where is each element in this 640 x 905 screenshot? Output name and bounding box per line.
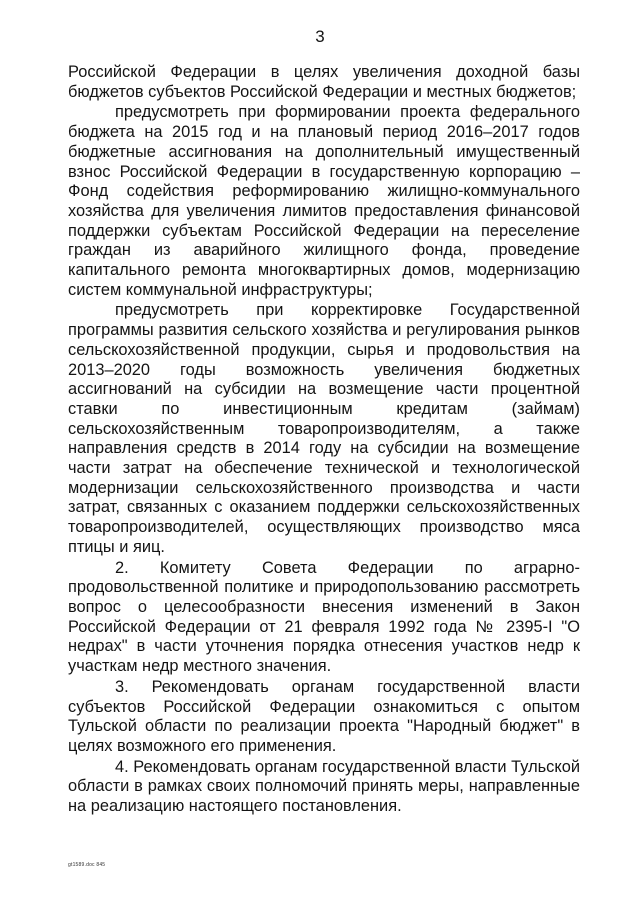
paragraph-item-4-recommendation: 4. Рекомендовать органам государственной власти Тульской области в рамках своих полномочий принять меры, направленные на реализацию настоящего постановления. [68,757,580,816]
paragraph-agriculture-program: предусмотреть при корректировке Государственной программы развития сельского хозяйства и регулирования рынков сельскохозяйственной продукции, сырья и продовольствия на 2013–2020 годы возможность увеличения бюджетных ассигнований на субсидии на возмещение части процентной ставки по инвестиционным кредитам (займам) сельскохозяйственным товаропроизводителям, а также направления средств в 2014 году на субсидии на возмещение части затрат на обеспечение технической и технологической модернизации сельскохозяйственного производства и части затрат, связанных с оказанием поддержки сельскохозяйственных товаропроизводителей, осуществляющих производство мяса птицы и яиц. [68,301,580,556]
paragraph-item-2-committee: 2. Комитету Совета Федерации по аграрно-продовольственной политике и природопользованию рассмотреть вопрос о целесообразности внесения изменений в Закон Российской Федерации от 21 февраля 1992 года № 2395-I "О недрах" в части уточнения порядка отнесения участков недр к участкам недр местного значения. [68,558,580,676]
paragraph-continuation: Российской Федерации в целях увеличения доходной базы бюджетов субъектов Российской Федерации и местных бюджетов; [68,63,580,101]
footer-document-code: gt1589.doc 845 [68,862,106,868]
page-number: 3 [315,27,325,46]
paragraph-federal-budget-housing-fund: предусмотреть при формировании проекта федерального бюджета на 2015 год и на плановый период 2016–2017 годов бюджетные ассигнования на дополнительный имущественный взнос Российской Федерации в государственную корпорацию – Фонд содействия реформированию жилищно-коммунального хозяйства для увеличения лимитов предоставления финансовой поддержки субъектам Российской Федерации на переселение граждан из аварийного жилищного фонда, проведение капитального ремонта многоквартирных домов, модернизацию систем коммунальной инфраструктуры; [68,103,580,299]
paragraph-item-3-recommendation: 3. Рекомендовать органам государственной власти субъектов Российской Федерации ознакомиться с опытом Тульской области по реализации проекта "Народный бюджет" в целях возможного его применения. [68,677,580,755]
document-body [68,63,580,817]
